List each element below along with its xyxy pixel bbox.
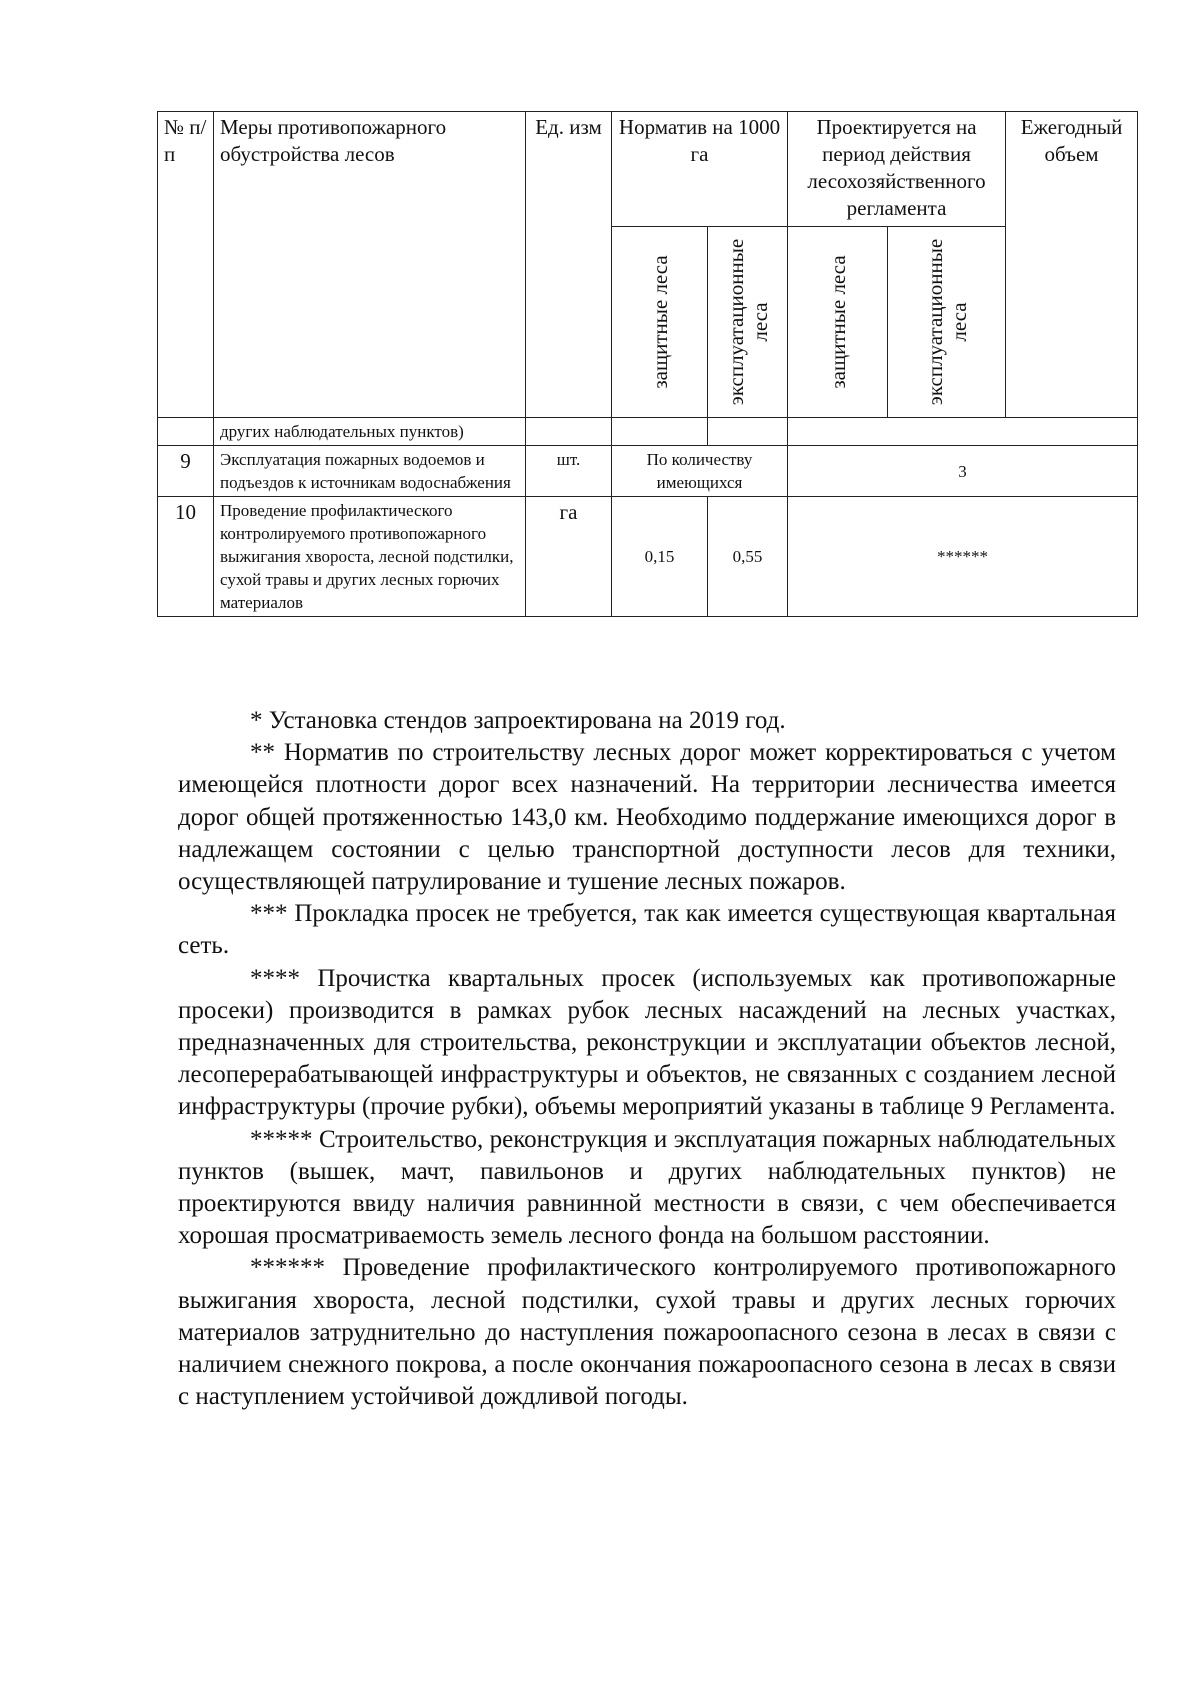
footnote-4: **** Прочистка квартальных просек (используемых как противопожарные просеки) производится в рамках рубок лесных насаждений на лесных участках, предназначенных для строительства, реконструкции и эксплуатации объектов лесной, лесоперерабатывающей инфраструктуры и объектов, не связанных с созданием лесной инфраструктуры (прочие рубки), объемы мероприятий указаны в таблице 9 Регламента.: [178, 964, 1116, 1121]
header-norm: Норматив на 1000 га: [612, 112, 788, 227]
row-num: 10: [158, 497, 214, 617]
footnotes: [178, 705, 1116, 1413]
header-projected-exploitation: эксплуатационные леса: [888, 227, 1006, 418]
header-projected-protective: защитные леса: [788, 227, 888, 418]
row-projected: ******: [788, 497, 1138, 617]
row-norm-protective: 0,15: [612, 497, 708, 617]
header-norm-exploitation: эксплуатационные леса: [708, 227, 788, 418]
footnote-6: ****** Проведение профилактического контролируемого противопожарного выжигания хвороста, лесной подстилки, сухой травы и других лесных горючих материалов затруднительно до наступления пожароопасного сезона в лесах в связи с наличием снежного покрова, а после окончания пожароопасного сезона в лесах в связи с наступлением устойчивой дождливой погоды.: [178, 1254, 1116, 1411]
header-measures: Меры противопожарного обустройства лесов: [214, 112, 526, 418]
fire-measures-table: [157, 111, 1138, 617]
header-unit: Ед. изм: [526, 112, 612, 418]
row-unit: га: [526, 497, 612, 617]
footnote-2: ** Норматив по строительству лесных дорог может корректироваться с учетом имеющейся плотности дорог всех назначений. На территории лесничества имеется дорог общей протяженностью 143,0 км. Необходимо поддержание имеющихся дорог в надлежащем состоянии с целью транспортной доступности лесов для техники, осуществляющей патрулирование и тушение лесных пожаров.: [178, 739, 1116, 896]
row-measure: Проведение профилактического контролируемого противопожарного выжигания хвороста, лесной подстилки, сухой травы и других лесных горючих материалов: [214, 497, 526, 617]
row-unit: шт.: [526, 446, 612, 497]
table-row: [158, 446, 1138, 497]
header-norm-protective: защитные леса: [612, 227, 708, 418]
header-annual: Ежегодный объем: [1006, 112, 1138, 418]
footnote-3: *** Прокладка просек не требуется, так как имеется существующая квартальная сеть.: [178, 900, 1116, 960]
row-projected: 3: [788, 446, 1138, 497]
row-measure: Эксплуатация пожарных водоемов и подъездов к источникам водоснабжения: [214, 446, 526, 497]
row-num: 9: [158, 446, 214, 497]
header-row-1: [158, 112, 1138, 227]
row-norm-exploitation: 0,55: [708, 497, 788, 617]
footnote-5: ***** Строительство, реконструкция и эксплуатация пожарных наблюдательных пунктов (вышек, мачт, павильонов и других наблюдательных пунктов) не проектируются ввиду наличия равнинной местности в связи, с чем обеспечивается хорошая просматриваемость земель лесного фонда на большом расстоянии.: [178, 1125, 1116, 1250]
row-measure: других наблюдательных пунктов): [214, 418, 526, 446]
row-norm: По количеству имеющихся: [612, 446, 788, 497]
header-num: № п/п: [158, 112, 214, 418]
header-projected: Проектируется на период действия лесохозяйственного регламента: [788, 112, 1006, 227]
footnote-1: * Установка стендов запроектирована на 2019 год.: [250, 707, 786, 734]
table-row: [158, 497, 1138, 617]
table-row: [158, 418, 1138, 446]
